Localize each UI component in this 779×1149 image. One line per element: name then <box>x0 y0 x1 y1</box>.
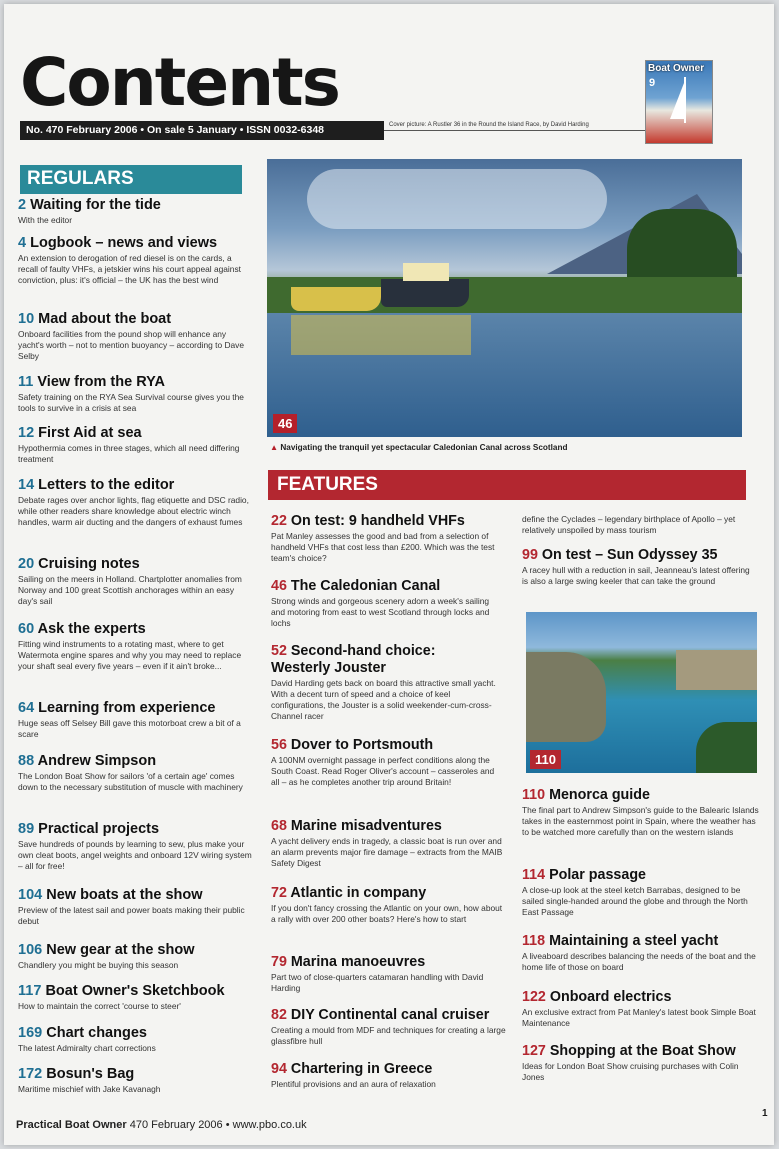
page-number: 114 <box>522 867 546 883</box>
item-title: Dover to Portsmouth <box>290 737 434 753</box>
page-number: 88 <box>18 753 35 769</box>
item-title: On test: 9 handheld VHFs <box>290 513 465 529</box>
page-number: 4 <box>18 235 27 251</box>
item-title: Marine misadventures <box>290 818 442 834</box>
item-description: An extension to derogation of red diesel is on the cards, a recall of faulty VHFs, a jetskier wins his court appeal against conviction, plus: it's official – the UK has the best wind <box>18 253 241 286</box>
item-title: Cruising notes <box>38 556 140 572</box>
item-title: Practical projects <box>38 821 160 837</box>
magazine-name: Practical Boat Owner <box>16 1119 127 1131</box>
item-description: The London Boat Show for sailors 'of a certain age' comes down to the necessary substitution of muscle with machinery <box>18 771 243 793</box>
page-number: 56 <box>271 737 287 753</box>
list-item[interactable] <box>271 885 503 925</box>
list-item[interactable] <box>271 954 503 994</box>
item-description: An exclusive extract from Pat Manley's latest book Simple Boat Maintenance <box>522 1007 756 1029</box>
item-description: The latest Admiralty chart corrections <box>18 1043 156 1053</box>
divider <box>384 130 646 131</box>
continued-text <box>522 513 754 536</box>
list-item[interactable] <box>18 983 254 1012</box>
item-title: Boat Owner's Sketchbook <box>45 983 225 999</box>
item-description: Hypothermia comes in three stages, which all need differing treatment <box>18 443 240 465</box>
item-title: Letters to the editor <box>38 477 175 493</box>
page-number: 169 <box>18 1025 43 1041</box>
page-number: 94 <box>271 1061 287 1077</box>
page-number: 20 <box>18 556 35 572</box>
cabin-shape <box>403 263 449 281</box>
list-item[interactable] <box>271 737 503 788</box>
item-description: A close-up look at the steel ketch Barrabas, designed to be sailed single-handed around the globe and through the North East Passage <box>522 885 748 918</box>
page-number: 72 <box>271 885 287 901</box>
item-description: Ideas for London Boat Show cruising purchases with Colin Jones <box>522 1061 739 1083</box>
list-item[interactable] <box>271 1007 507 1047</box>
item-title: New gear at the show <box>46 942 195 958</box>
item-title: Mad about the boat <box>38 311 172 327</box>
caption-text: Navigating the tranquil yet spectacular Caledonian Canal across Scotland <box>280 443 568 452</box>
list-item[interactable] <box>18 1066 254 1095</box>
list-item[interactable] <box>271 513 503 564</box>
item-description: Chandlery you might be buying this season <box>18 960 179 970</box>
item-description: Pat Manley assesses the good and bad from a selection of handheld VHFs that cost less than £200. Which was the test team's choice? <box>271 531 495 564</box>
list-item[interactable] <box>522 933 760 973</box>
item-title: Logbook – news and views <box>30 235 218 251</box>
page-number: 64 <box>18 700 35 716</box>
list-item[interactable] <box>18 887 254 927</box>
page-number: 122 <box>522 989 546 1005</box>
page-number: 118 <box>522 933 546 949</box>
item-title: The Caledonian Canal <box>290 578 441 594</box>
item-description: Huge seas off Selsey Bill gave this motorboat crew a bit of a scare <box>18 718 241 740</box>
item-title: Chartering in Greece <box>290 1061 433 1077</box>
list-item[interactable] <box>271 643 503 722</box>
regulars-heading: REGULARS <box>20 165 242 194</box>
item-title: Atlantic in company <box>290 885 427 901</box>
item-title: New boats at the show <box>46 887 203 903</box>
list-item[interactable] <box>18 1025 254 1054</box>
page-number: 82 <box>271 1007 287 1023</box>
item-title: Menorca guide <box>549 787 650 803</box>
page-tag: 46 <box>273 414 297 433</box>
trees-shape <box>696 722 757 773</box>
page-footer <box>16 1119 307 1131</box>
item-title: Onboard electrics <box>549 989 672 1005</box>
item-title: On test – Sun Odyssey 35 <box>541 547 718 563</box>
item-description: Fitting wind instruments to a rotating mast, where to get Watermota engine spares and why you may need to replace your shaft seal every five years – even if it ain't broke... <box>18 639 242 672</box>
page-number: 12 <box>18 425 35 441</box>
item-title: Maintaining a steel yacht <box>549 933 719 949</box>
page-number: 60 <box>18 621 35 637</box>
page-number: 104 <box>18 887 43 903</box>
list-item[interactable] <box>18 821 254 872</box>
magazine-page <box>4 4 774 1145</box>
item-description: Onboard facilities from the pound shop will enhance any yacht's worth – not to mention buoyancy – according to Dave Selby <box>18 329 244 362</box>
item-title: Andrew Simpson <box>37 753 157 769</box>
footer-text: 470 February 2006 • www.pbo.co.uk <box>126 1119 307 1131</box>
item-description: With the editor <box>18 215 72 225</box>
page-number: 117 <box>18 983 42 999</box>
page-tag: 110 <box>530 750 561 769</box>
page-number: 11 <box>18 374 34 390</box>
page-number: 89 <box>18 821 35 837</box>
item-description: If you don't fancy crossing the Atlantic on your own, how about a rally with over 200 other boats? Here's how to start <box>271 903 503 925</box>
item-title: Polar passage <box>549 867 647 883</box>
list-item[interactable] <box>18 425 254 465</box>
list-item[interactable] <box>18 197 254 226</box>
cover-thumbnail <box>645 60 713 144</box>
cover-logo: Boat Owner <box>648 63 705 74</box>
cover-caption: Cover picture: A Rustler 36 in the Round the Island Race, by David Harding <box>389 122 589 128</box>
cliff-shape <box>526 652 606 742</box>
item-title: Second-hand choice: <box>290 643 436 659</box>
item-description: The final part to Andrew Simpson's guide to the Balearic Islands takes in the easternmost point in Spain, where the weather has to be watched more carefully than on the western islands <box>522 805 759 838</box>
issue-info-bar: No. 470 February 2006 • On sale 5 January • ISSN 0032-6348 <box>20 121 384 140</box>
list-item[interactable] <box>522 787 760 838</box>
item-description: A racey hull with a reduction in sail, Jeanneau's latest offering is also a large swing keeler that can take the ground <box>522 565 750 587</box>
page-number: 10 <box>18 311 35 327</box>
boat-shape <box>381 279 469 307</box>
boat-shape <box>291 287 381 311</box>
list-item[interactable] <box>18 942 254 971</box>
item-title: View from the RYA <box>37 374 165 390</box>
list-item[interactable] <box>18 700 254 740</box>
list-item[interactable] <box>18 374 254 414</box>
page-number: 46 <box>271 578 287 594</box>
item-description: Safety training on the RYA Sea Survival course gives you the tools to survive in a crisis at sea <box>18 392 244 414</box>
item-description: Sailing on the meers in Holland. Chartplotter anomalies from Norway and 100 great Scottish anchorages within an easy day's sail <box>18 574 242 607</box>
list-item[interactable] <box>522 867 760 918</box>
page-title: Contents <box>20 44 339 121</box>
item-description: A liveaboard describes balancing the needs of the boat and the home life of those on board <box>522 951 756 973</box>
item-description: Creating a mould from MDF and techniques for creating a large glassfibre hull <box>271 1025 506 1047</box>
item-title: Chart changes <box>46 1025 147 1041</box>
features-heading: FEATURES <box>268 470 746 500</box>
caledonian-canal-photo <box>267 159 742 437</box>
page-number: 172 <box>18 1066 43 1082</box>
page-number: 99 <box>522 547 538 563</box>
item-description: Debate rages over anchor lights, flag etiquette and DSC radio, while other readers share knowledge about electric winch handles, warm air ducting and the dangers of exhaust fumes <box>18 495 249 528</box>
page-number: 68 <box>271 818 287 834</box>
item-description: Maritime mischief with Jake Kavanagh <box>18 1084 161 1094</box>
photo-caption <box>270 443 568 452</box>
list-item[interactable] <box>18 753 254 793</box>
item-title: Ask the experts <box>37 621 146 637</box>
list-item[interactable] <box>522 989 760 1029</box>
list-item[interactable] <box>18 235 254 286</box>
list-item[interactable] <box>18 556 254 607</box>
item-title: Bosun's Bag <box>46 1066 135 1082</box>
page-number: 52 <box>271 643 287 659</box>
item-title: DIY Continental canal cruiser <box>290 1007 490 1023</box>
page-number: 127 <box>522 1043 546 1059</box>
item-title: Learning from experience <box>38 700 216 716</box>
triangle-icon: ▲ <box>270 443 279 452</box>
page-number: 22 <box>271 513 287 529</box>
item-description: David Harding gets back on board this attractive small yacht. With a decent turn of speed and a choice of keel configurations, the Jouster is a solid weekender-cum-cross-Channel racer <box>271 678 496 722</box>
list-item[interactable] <box>522 547 754 587</box>
list-item[interactable] <box>18 621 254 672</box>
list-item[interactable] <box>271 578 503 629</box>
page-number-footer: 1 <box>762 1108 768 1119</box>
list-item[interactable] <box>522 1043 762 1083</box>
menorca-photo <box>526 612 757 773</box>
page-number: 106 <box>18 942 43 958</box>
item-title: Marina manoeuvres <box>290 954 426 970</box>
sail-shape <box>670 83 684 119</box>
page-number: 79 <box>271 954 287 970</box>
item-title: Waiting for the tide <box>30 197 161 213</box>
reflection-shape <box>291 315 471 355</box>
page-number: 14 <box>18 477 35 493</box>
item-description: How to maintain the correct 'course to steer' <box>18 1001 181 1011</box>
list-item[interactable] <box>271 1061 503 1090</box>
item-description: A 100NM overnight passage in perfect conditions along the South Coast. Read Roger Oliver's account – casseroles and all – as he completes another trip around Britain! <box>271 755 495 788</box>
list-item[interactable] <box>18 311 254 362</box>
list-item[interactable] <box>271 818 503 869</box>
item-description: define the Cyclades – legendary birthplace of Apollo – yet relatively unspoiled by mass tourism <box>522 514 736 536</box>
item-title-line2: Westerly Jouster <box>271 660 386 676</box>
page-number: 2 <box>18 197 27 213</box>
cliff-shape <box>676 650 757 690</box>
item-description: Plentiful provisions and an aura of relaxation <box>271 1079 436 1089</box>
item-description: Save hundreds of pounds by learning to sew, plus make your own cleat boots, angel weights and onboard 12V wiring system – all for free! <box>18 839 252 872</box>
page-number: 110 <box>522 787 546 803</box>
item-description: A yacht delivery ends in tragedy, a classic boat is run over and an alarm prevents major fire damage – extracts from the MAIB Safety Digest <box>271 836 503 869</box>
cover-number: 9 <box>649 77 656 89</box>
mast-shape <box>684 77 686 123</box>
list-item[interactable] <box>18 477 254 528</box>
item-title: Shopping at the Boat Show <box>549 1043 736 1059</box>
item-description: Part two of close-quarters catamaran handling with David Harding <box>271 972 484 994</box>
item-title: First Aid at sea <box>38 425 142 441</box>
item-description: Preview of the latest sail and power boats making their public debut <box>18 905 245 927</box>
item-description: Strong winds and gorgeous scenery adorn a week's sailing and motoring from east to west Scotland through locks and lochs <box>271 596 490 629</box>
